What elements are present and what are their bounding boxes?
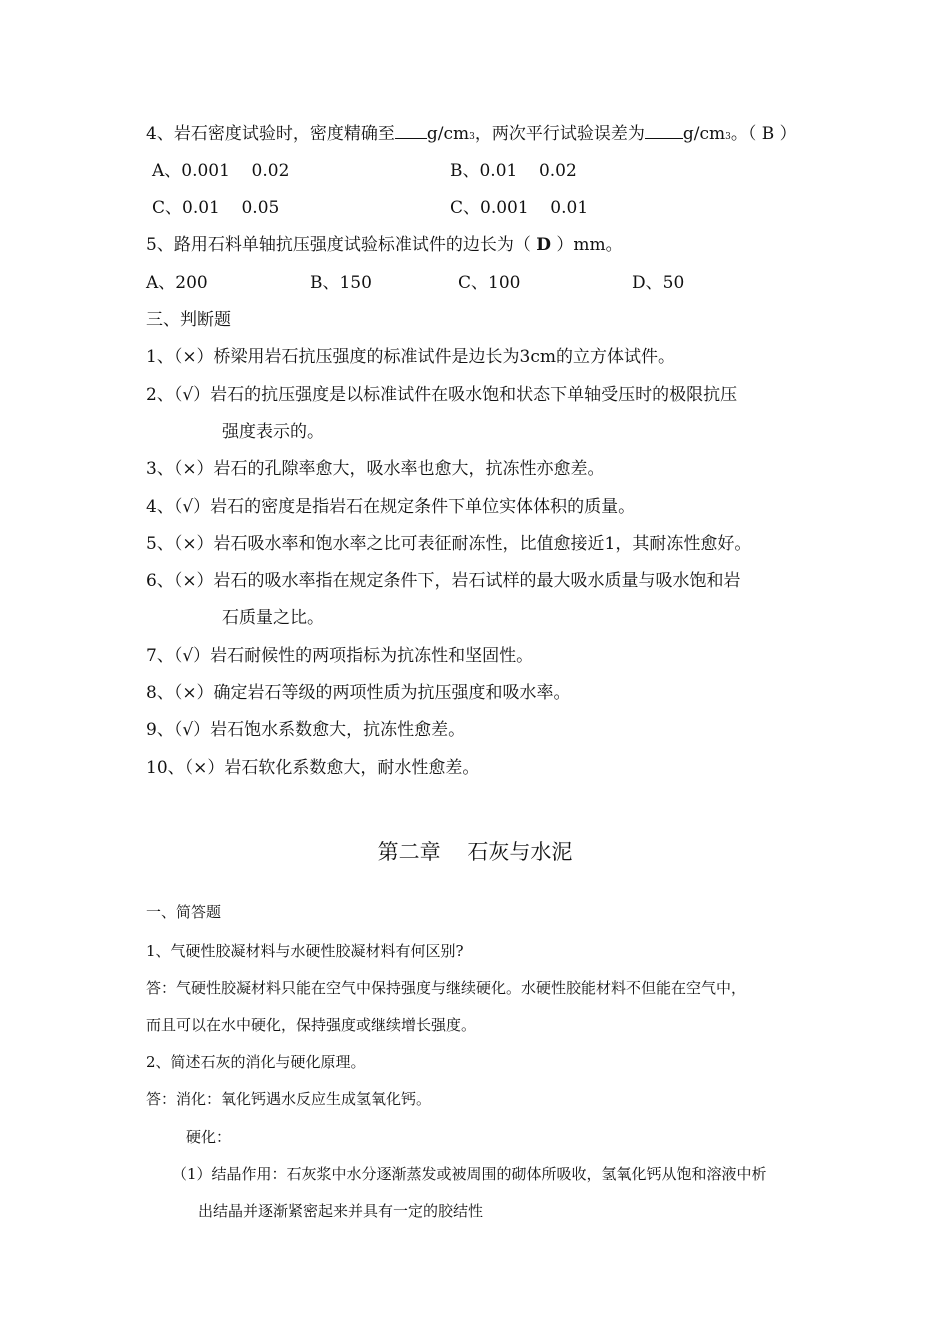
q4-unit2-sub: 3 bbox=[725, 132, 731, 142]
q4-unit1-sub: 3 bbox=[469, 132, 475, 142]
q5-option-d: D、50 bbox=[632, 273, 685, 293]
q4-option-a: A、0.001 0.02 bbox=[152, 161, 290, 181]
judge-item-1: 1、（×）桥梁用岩石抗压强度的标准试件是边长为3cm的立方体试件。 bbox=[146, 347, 676, 367]
section3-title: 三、判断题 bbox=[146, 310, 231, 330]
chapter-title: 第二章 石灰与水泥 bbox=[377, 840, 573, 864]
chapter2-a1-line1: 答：气硬性胶凝材料只能在空气中保持强度与继续硬化。水硬性胶能材料不但能在空气中， bbox=[146, 979, 747, 997]
judge-item-7: 7、（√）岩石耐候性的两项指标为抗冻性和坚固性。 bbox=[146, 646, 534, 666]
q4-blank-1 bbox=[395, 122, 427, 139]
chapter2-a2-line3: （1）结晶作用：石灰浆中水分逐渐蒸发或被周围的砌体所吸收，氢氧化钙从饱和溶液中析 bbox=[172, 1165, 767, 1183]
chapter2-a2-line4: 出结晶并逐渐紧密起来并具有一定的胶结性 bbox=[198, 1202, 484, 1220]
judge-item-2: 2、（√）岩石的抗压强度是以标准试件在吸水饱和状态下单轴受压时的极限抗压 bbox=[146, 385, 738, 405]
chapter2-a2-line1: 答：消化：氧化钙遇水反应生成氢氧化钙。 bbox=[146, 1090, 432, 1108]
q5-answer: D bbox=[536, 235, 551, 255]
q4-blank-2 bbox=[645, 122, 683, 139]
q4-unit1: g/cm bbox=[426, 124, 470, 144]
judge-item-8: 8、（×）确定岩石等级的两项性质为抗压强度和吸水率。 bbox=[146, 683, 571, 703]
chapter2-a1-line2: 而且可以在水中硬化，保持强度或继续增长强度。 bbox=[146, 1016, 477, 1034]
chapter2-q2: 2、简述石灰的消化与硬化原理。 bbox=[146, 1053, 366, 1071]
q5-suffix: ）mm。 bbox=[556, 235, 623, 255]
judge-item-3: 3、（×）岩石的孔隙率愈大，吸水率也愈大，抗冻性亦愈差。 bbox=[146, 459, 605, 479]
judge-item-9: 9、（√）岩石饱水系数愈大，抗冻性愈差。 bbox=[146, 720, 466, 740]
q5-option-a: A、200 bbox=[146, 273, 208, 293]
q4-stem bbox=[146, 122, 797, 148]
q5-stem bbox=[146, 234, 623, 256]
judge-item-10: 10、（×）岩石软化系数愈大，耐水性愈差。 bbox=[146, 758, 480, 778]
q4-prefix: 4、岩石密度试验时，密度精确至 bbox=[146, 124, 395, 144]
q4-option-c1: C、0.01 0.05 bbox=[152, 198, 280, 218]
q4-unit2: g/cm bbox=[682, 124, 726, 144]
judge-item-2-cont: 强度表示的。 bbox=[222, 422, 324, 442]
q4-option-b: B、0.01 0.02 bbox=[450, 161, 577, 181]
q4-mid: ，两次平行试验误差为 bbox=[474, 124, 645, 144]
chapter2-a2-line2: 硬化： bbox=[186, 1128, 232, 1146]
q5-option-b: B、150 bbox=[310, 273, 372, 293]
judge-item-4: 4、（√）岩石的密度是指岩石在规定条件下单位实体体积的质量。 bbox=[146, 497, 636, 517]
judge-item-5: 5、（×）岩石吸水率和饱水率之比可表征耐冻性，比值愈接近1，其耐冻性愈好。 bbox=[146, 534, 752, 554]
chapter2-section1-title: 一、简答题 bbox=[146, 903, 222, 921]
q4-option-c2: C、0.001 0.01 bbox=[450, 198, 589, 218]
q5-prefix: 5、路用石料单轴抗压强度试验标准试件的边长为（ bbox=[146, 235, 531, 255]
judge-item-6-cont: 石质量之比。 bbox=[222, 608, 324, 628]
chapter2-q1: 1、气硬性胶凝材料与水硬性胶凝材料有何区别? bbox=[146, 942, 464, 960]
q4-answer: 。（ B ） bbox=[730, 124, 797, 144]
q5-option-c: C、100 bbox=[458, 273, 521, 293]
judge-item-6: 6、（×）岩石的吸水率指在规定条件下，岩石试样的最大吸水质量与吸水饱和岩 bbox=[146, 571, 741, 591]
